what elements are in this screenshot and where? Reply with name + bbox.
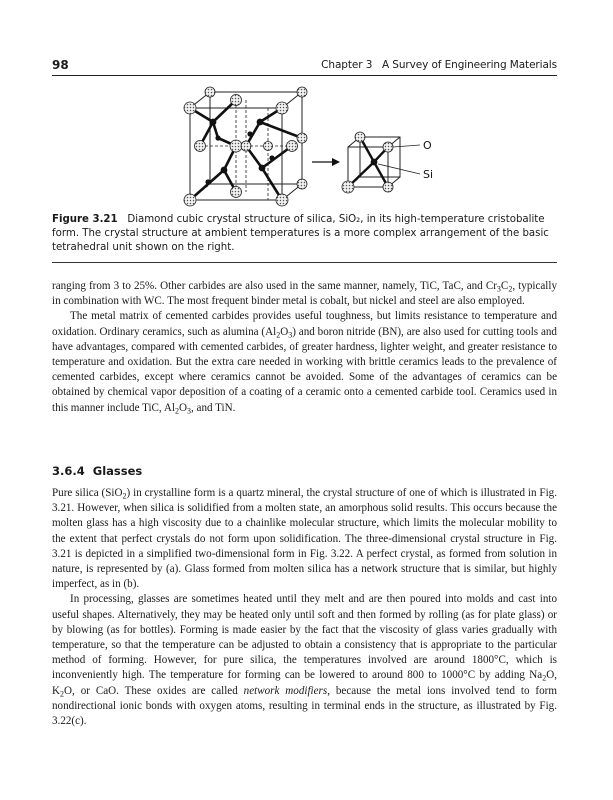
text-block-glasses <box>52 486 557 729</box>
silicon-label: Si <box>423 168 434 181</box>
caption-rule <box>52 262 557 263</box>
paragraph: The metal matrix of cemented carbides provides useful toughness, but limits resistance to temperature and oxidation. Ordinary ceramics, such as alumina $(Al_2O_3)$ and boron nitride (BN), are also used for cutting tools and have advantages, compared with cemented carbides, of greater hardness, lighter weight, and greater resistance to temperature and oxidation. But the extra care needed in working with brittle ceramics leads to the prevalence of cemented carbides, except where ceramics cannot be avoided. Some of the advantages of ceramics can be obtained by chemical vapor deposition of a coating of a ceramic onto a cemented carbide tool. Ceramics used in this manner include TiC, $Al_2O_3$, and TiN. <box>52 310 557 416</box>
oxygen-label: O <box>423 139 432 152</box>
section-heading: 3.6.4 Glasses <box>52 464 143 478</box>
tetrahedral-unit-diagram <box>342 132 433 193</box>
crystal-structure-figure <box>150 82 450 212</box>
arrow-icon <box>312 158 340 166</box>
paragraph: In processing, glasses are sometimes heated until they melt and are then poured into molds and cast into useful shapes. Alternatively, they may be heated only until soft and then formed by rolling (as for plate glass) or by blowing (as for bottles). Forming is made easier by the fact that the viscosity of glass varies gradually with temperature, so that the temperature can be adjusted to obtain a consistency that is appropriate to the particular method of forming. However, for pure silica, the temperatures involved are around 1800°C, which is inconveniently high. The temperature for forming can be lowered to around 800 to 1000°C by adding $Na_2O$, $K_2O$, or CaO. These oxides are called network modifiers, because the metal ions involved tend to form nondirectional ionic bonds with oxygen atoms, resulting in terminal ends in the structure, as illustrated by Fig. 3.22(c). <box>52 593 557 728</box>
header-rule <box>52 75 557 76</box>
running-head: Chapter 3 A Survey of Engineering Materials <box>321 59 557 71</box>
figure-caption <box>52 213 557 255</box>
paragraph: ranging from 3 to 25%. Other carbides are also used in the same manner, namely, TiC, TaC, and $Cr_3C_2$, typically in combination with WC. The most frequent binder metal is cobalt, but nickel and steel are also employed. <box>52 280 558 308</box>
figure-caption-label: Figure 3.21 <box>52 214 118 225</box>
figure-caption-text: Diamond cubic crystal structure of silica, SiO₂, in its high-temperature cristobalite form. The crystal structure at ambient temperatures is a more complex arrangement of the basic tetrahedral unit shown on the right. <box>52 214 549 253</box>
text-block-carbides <box>52 279 557 416</box>
page-number: 98 <box>52 58 69 72</box>
paragraph: Pure silica (SiO$_2$) in crystalline form is a quartz mineral, the crystal structure of one of which is illustrated in Fig. 3.21. However, when silica is solidified from a molten state, an amorphous solid results. This occurs because the molten glass has a high viscosity due to a chainlike molecular structure, which limits the molecular mobility to the extent that perfect crystals do not form upon solidification. The three-dimensional crystal structure in Fig. 3.21 is depicted in a simplified two-dimensional form in Fig. 3.22. A perfect crystal, as formed from solution in nature, is represented by (a). Glass formed from molten silica has a network structure that is similar, but highly imperfect, as in (b). <box>52 487 557 591</box>
unit-cell-diagram <box>184 87 307 206</box>
